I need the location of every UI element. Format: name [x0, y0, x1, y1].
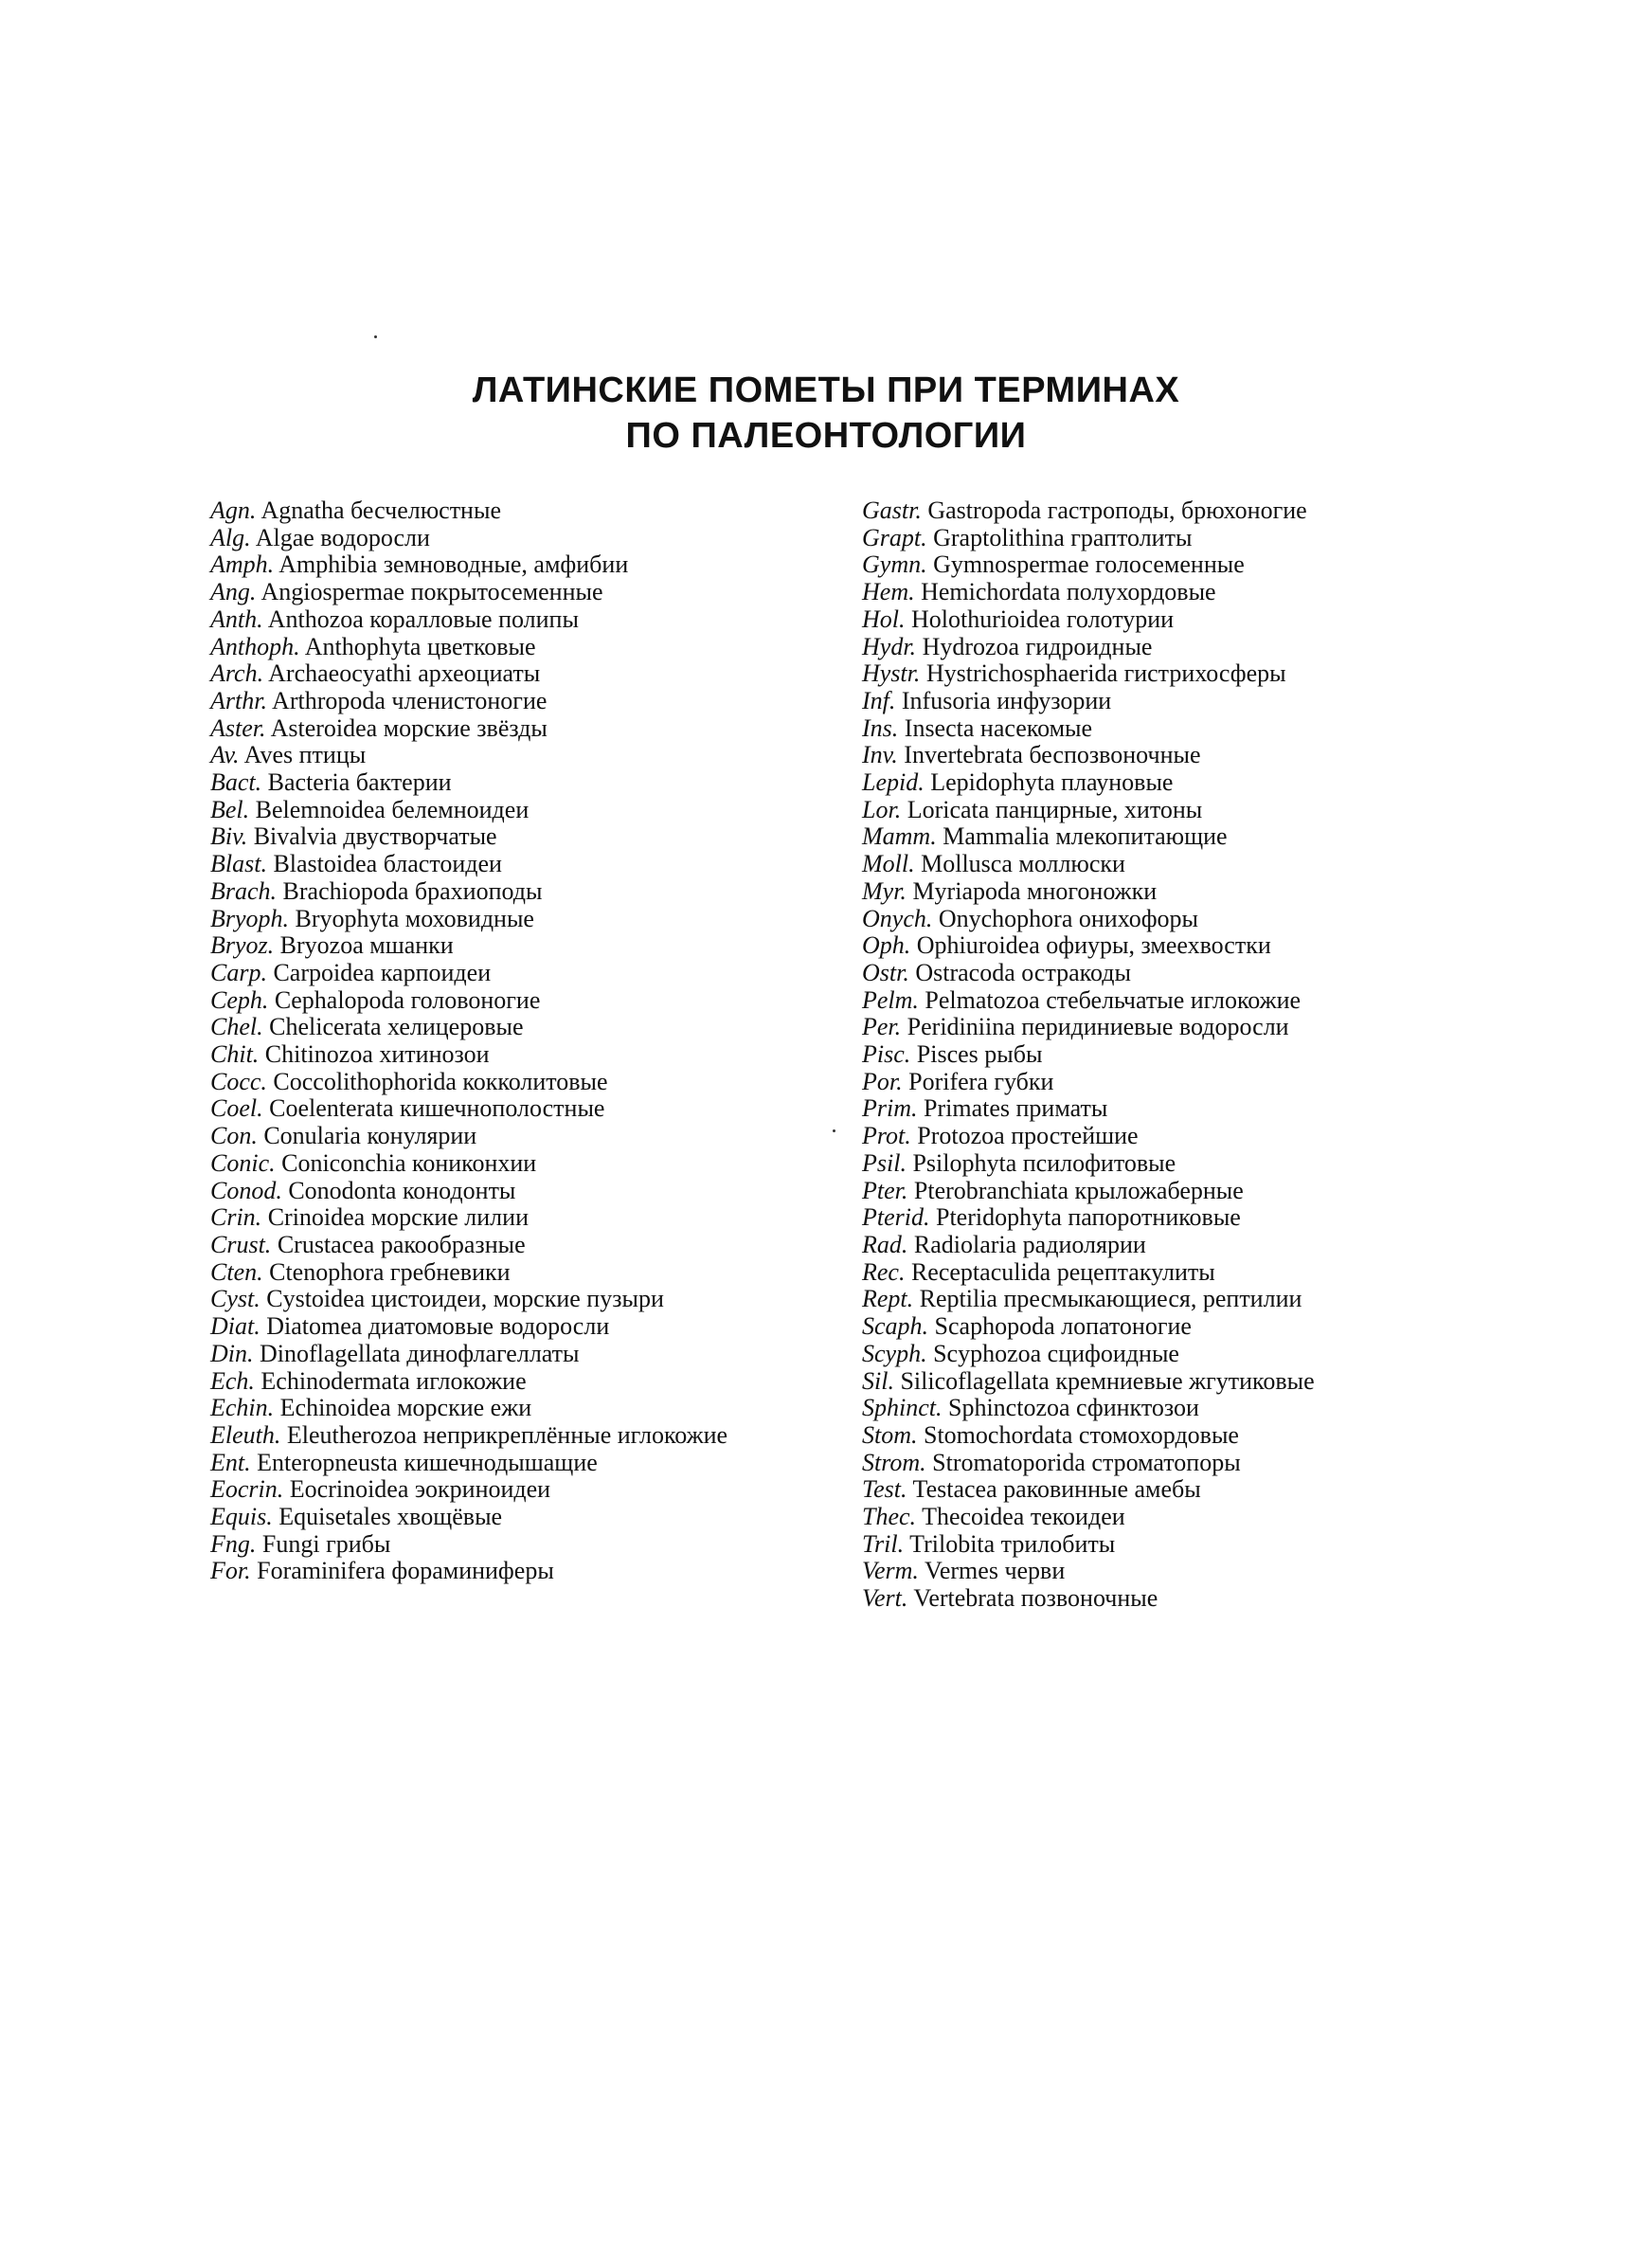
list-item — [862, 1341, 1468, 1368]
abbreviation: Fng. — [210, 1529, 257, 1558]
term-definition: Lepidophyta плауновые — [930, 768, 1174, 797]
abbreviation: Coel. — [210, 1094, 263, 1123]
term-definition: Foraminifera фораминиферы — [257, 1557, 554, 1585]
term-definition: Holothurioidea голотурии — [911, 605, 1175, 633]
abbreviation: Verm. — [862, 1557, 919, 1585]
abbreviation: Pter. — [862, 1176, 908, 1204]
term-definition: Conodonta конодонты — [288, 1176, 516, 1204]
abbreviation: Sil. — [862, 1366, 894, 1395]
term-definition: Conularia конулярии — [263, 1122, 477, 1150]
abbreviation: Scyph. — [862, 1339, 927, 1367]
list-item — [210, 1313, 826, 1341]
list-item — [862, 1368, 1468, 1396]
list-item — [862, 1558, 1468, 1585]
abbreviation: Ang. — [210, 578, 257, 606]
list-item — [210, 1450, 826, 1477]
term-definition: Coelenterata кишечнополостные — [269, 1094, 605, 1123]
list-item — [862, 878, 1468, 906]
list-item — [210, 1422, 826, 1450]
term-definition: Hystrichosphaerida гистрихосферы — [925, 659, 1286, 688]
abbreviation: Cocc. — [210, 1067, 267, 1095]
abbreviation: Strom. — [862, 1448, 926, 1476]
page-title-line-2: ПО ПАЛЕОНТОЛОГИИ — [625, 416, 1027, 456]
list-item — [210, 987, 826, 1015]
list-item — [210, 579, 826, 606]
term-definition: Protozoa простейшие — [917, 1122, 1139, 1150]
list-item — [862, 715, 1468, 743]
abbreviation: Av. — [210, 741, 240, 769]
abbreviation: Mamm. — [862, 822, 937, 851]
abbreviation: Rec. — [862, 1257, 906, 1286]
term-definition: Psilophyta псилофитовые — [912, 1148, 1176, 1177]
term-definition: Stomochordata стомохордовые — [924, 1420, 1239, 1449]
term-definition: Primates приматы — [924, 1094, 1108, 1123]
list-item — [862, 551, 1468, 579]
abbreviation: Inv. — [862, 741, 898, 769]
term-definition: Stromatoporida строматопоры — [932, 1448, 1241, 1476]
list-item — [862, 688, 1468, 715]
abbreviation: For. — [210, 1557, 251, 1585]
term-definition: Radiolaria радиолярии — [913, 1230, 1146, 1258]
list-item — [862, 823, 1468, 851]
list-item — [862, 634, 1468, 661]
list-item — [862, 579, 1468, 606]
term-definition: Reptilia пресмыкающиеся, рептилии — [919, 1285, 1302, 1313]
list-item — [862, 1069, 1468, 1096]
abbreviation: Lepid. — [862, 768, 925, 797]
term-definition: Peridiniina перидиниевые водоросли — [907, 1013, 1289, 1041]
term-definition: Infusoria инфузории — [901, 686, 1112, 714]
term-definition: Algae водоросли — [255, 523, 430, 551]
list-item — [210, 606, 826, 634]
term-definition: Onychophora онихофоры — [938, 904, 1199, 932]
abbreviation: Equis. — [210, 1503, 273, 1531]
term-definition: Echinoidea морские ежи — [279, 1394, 532, 1422]
right-column — [862, 497, 1468, 1613]
list-item — [862, 797, 1468, 824]
abbreviation: Rad. — [862, 1230, 908, 1258]
list-item — [862, 1531, 1468, 1559]
abbreviation: Bryoph. — [210, 904, 290, 932]
list-item — [862, 1313, 1468, 1341]
abbreviation: Hystr. — [862, 659, 921, 688]
term-definition: Scyphozoa сцифоидные — [933, 1339, 1179, 1367]
list-item — [210, 1558, 826, 1585]
list-item — [862, 1178, 1468, 1205]
term-definition: Hydrozoa гидроидные — [922, 632, 1153, 660]
term-definition: Anthozoa коралловые полипы — [267, 605, 579, 633]
abbreviation: Scaph. — [862, 1312, 929, 1341]
list-item — [210, 797, 826, 824]
term-definition: Coccolithophorida кокколитовые — [273, 1067, 608, 1095]
list-item — [862, 660, 1468, 688]
abbreviation: Anth. — [210, 605, 263, 633]
list-item — [210, 1531, 826, 1559]
list-item — [862, 851, 1468, 878]
page-title — [0, 368, 1652, 459]
term-definition: Ctenophora гребневики — [269, 1257, 511, 1286]
abbreviation: Bryoz. — [210, 931, 275, 960]
abbreviation: Lor. — [862, 795, 902, 823]
list-item — [210, 960, 826, 987]
abbreviation: Din. — [210, 1339, 254, 1367]
abbreviation: Crin. — [210, 1203, 262, 1232]
abbreviation: Hol. — [862, 605, 906, 633]
abbreviation: Thec. — [862, 1503, 917, 1531]
list-item — [210, 1123, 826, 1150]
list-item — [210, 1259, 826, 1287]
abbreviation: Agn. — [210, 497, 257, 524]
list-item — [210, 1041, 826, 1069]
abbreviation: Bel. — [210, 795, 250, 823]
abbreviation: Brach. — [210, 876, 278, 905]
term-definition: Brachiopoda брахиоподы — [282, 876, 543, 905]
abbreviation: Echin. — [210, 1394, 275, 1422]
term-definition: Scaphopoda лопатоногие — [934, 1312, 1192, 1341]
term-definition: Bacteria бактерии — [267, 768, 452, 797]
abbreviation: Psil. — [862, 1148, 907, 1177]
abbreviation: Ceph. — [210, 985, 269, 1014]
abbreviation: Ech. — [210, 1366, 255, 1395]
term-definition: Pterobranchiata крыложаберные — [913, 1176, 1244, 1204]
abbreviation: Por. — [862, 1067, 903, 1095]
term-definition: Crinoidea морские лилии — [267, 1203, 529, 1232]
list-item — [862, 906, 1468, 933]
list-item — [210, 742, 826, 769]
abbreviation: Chel. — [210, 1013, 263, 1041]
abbreviation: Ins. — [862, 713, 899, 742]
list-item — [210, 551, 826, 579]
abbreviation: Prim. — [862, 1094, 918, 1123]
abbreviation: Conod. — [210, 1176, 282, 1204]
list-item — [862, 1150, 1468, 1178]
abbreviation: Conic. — [210, 1148, 276, 1177]
abbreviation: Bact. — [210, 768, 262, 797]
list-item — [862, 1585, 1468, 1613]
term-definition: Ostracoda остракоды — [915, 958, 1131, 986]
term-definition: Equisetales хвощёвые — [278, 1503, 503, 1531]
abbreviation: Pterid. — [862, 1203, 930, 1232]
list-item — [862, 960, 1468, 987]
term-definition: Graptolithina граптолиты — [933, 523, 1193, 551]
list-item — [210, 1476, 826, 1504]
list-item — [210, 1150, 826, 1178]
list-item — [862, 1041, 1468, 1069]
term-definition: Loricata панцирные, хитоны — [907, 795, 1203, 823]
term-definition: Bivalvia двустворчатые — [253, 822, 497, 851]
list-item — [862, 1232, 1468, 1259]
list-item — [210, 660, 826, 688]
list-item — [210, 823, 826, 851]
abbreviation: Per. — [862, 1013, 902, 1041]
list-item — [862, 1095, 1468, 1123]
list-item — [210, 1395, 826, 1422]
term-definition: Echinodermata иглокожие — [260, 1366, 527, 1395]
page-title-line-1: ЛАТИНСКИЕ ПОМЕТЫ ПРИ ТЕРМИНАХ — [472, 370, 1180, 410]
term-definition: Cephalopoda головоногие — [274, 985, 541, 1014]
term-definition: Chitinozoa хитинозои — [264, 1040, 490, 1069]
abbreviation: Pelm. — [862, 985, 919, 1014]
term-definition: Gastropoda гастроподы, брюхоногие — [927, 497, 1307, 524]
term-definition: Fungi грибы — [261, 1529, 391, 1558]
abbreviation: Anthoph. — [210, 632, 300, 660]
list-item — [862, 932, 1468, 960]
term-definition: Chelicerata хелицеровые — [269, 1013, 524, 1041]
list-item — [210, 769, 826, 797]
term-definition: Belemnoidea белемноидеи — [255, 795, 530, 823]
abbreviation: Grapt. — [862, 523, 927, 551]
term-definition: Archaeocyathi археоциаты — [268, 659, 541, 688]
abbreviation: Biv. — [210, 822, 248, 851]
list-item — [862, 497, 1468, 525]
abbreviation: Test. — [862, 1475, 907, 1504]
abbreviation: Gastr. — [862, 497, 922, 524]
list-item — [210, 688, 826, 715]
abbreviation: Moll. — [862, 850, 915, 878]
list-item — [862, 1204, 1468, 1232]
term-definition: Carpoidea карпоидеи — [273, 958, 492, 986]
abbreviation: Hydr. — [862, 632, 917, 660]
abbreviation: Con. — [210, 1122, 258, 1150]
list-item — [210, 878, 826, 906]
list-item — [210, 851, 826, 878]
term-definition: Anthophyta цветковые — [304, 632, 536, 660]
abbreviation: Alg. — [210, 523, 251, 551]
term-definition: Vertebrata позвоночные — [913, 1584, 1158, 1613]
list-item — [862, 742, 1468, 769]
abbreviation: Crust. — [210, 1230, 272, 1258]
term-definition: Mammalia млекопитающие — [943, 822, 1228, 851]
abbreviation: Sphinct. — [862, 1394, 943, 1422]
abbreviation: Prot. — [862, 1122, 911, 1150]
list-item — [210, 497, 826, 525]
list-item — [862, 1123, 1468, 1150]
list-item — [862, 1476, 1468, 1504]
list-item — [210, 715, 826, 743]
term-definition: Pisces рыбы — [916, 1040, 1043, 1069]
list-item — [210, 906, 826, 933]
abbreviation: Myr. — [862, 876, 907, 905]
term-definition: Pteridophyta папоротниковые — [936, 1203, 1241, 1232]
abbreviation: Cten. — [210, 1257, 263, 1286]
abbreviation: Oph. — [862, 931, 911, 960]
abbreviation: Ostr. — [862, 958, 909, 986]
abbreviation: Eocrin. — [210, 1475, 284, 1504]
term-definition: Trilobita трилобиты — [909, 1529, 1116, 1558]
abbreviation: Amph. — [210, 551, 275, 579]
term-definition: Aves птицы — [243, 741, 367, 769]
abbreviation: Cyst. — [210, 1285, 260, 1313]
list-item — [862, 1259, 1468, 1287]
term-definition: Eocrinoidea эокриноидеи — [289, 1475, 551, 1504]
abbreviation: Arthr. — [210, 686, 267, 714]
abbreviation: Rept. — [862, 1285, 914, 1313]
list-item — [210, 1341, 826, 1368]
term-definition: Myriapoda многоножки — [912, 876, 1158, 905]
list-item — [862, 769, 1468, 797]
abbreviation: Arch. — [210, 659, 264, 688]
list-item — [210, 1014, 826, 1041]
list-item — [862, 1014, 1468, 1041]
list-item — [210, 1204, 826, 1232]
list-item — [210, 1504, 826, 1531]
list-item — [210, 1095, 826, 1123]
term-definition: Thecoidea текоидеи — [922, 1503, 1125, 1531]
abbreviation: Hem. — [862, 578, 915, 606]
abbreviation: Blast. — [210, 850, 267, 878]
term-definition: Pelmatozoa стебельчатые иглокожие — [925, 985, 1302, 1014]
term-definition: Hemichordata полухордовые — [921, 578, 1216, 606]
term-definition: Porifera губки — [908, 1067, 1054, 1095]
list-item — [210, 1232, 826, 1259]
list-item — [210, 1069, 826, 1096]
list-item — [862, 1422, 1468, 1450]
list-item — [210, 634, 826, 661]
term-definition: Ophiuroidea офиуры, змеехвостки — [916, 931, 1271, 960]
term-definition: Sphinctozoa сфинктозои — [948, 1394, 1199, 1422]
print-speck — [833, 1129, 835, 1132]
abbreviation: Onych. — [862, 904, 933, 932]
term-definition: Angiospermae покрытосеменные — [260, 578, 603, 606]
list-item — [862, 1395, 1468, 1422]
list-item — [862, 1504, 1468, 1531]
term-definition: Cystoidea цистоидеи, морские пузыри — [266, 1285, 664, 1313]
term-definition: Asteroidea морские звёзды — [270, 713, 548, 742]
abbreviation: Gymn. — [862, 551, 927, 579]
term-definition: Insecta насекомые — [904, 713, 1093, 742]
list-item — [862, 1450, 1468, 1477]
abbreviation: Chit. — [210, 1040, 260, 1069]
term-definition: Blastoidea бластоидеи — [273, 850, 502, 878]
abbreviation: Stom. — [862, 1420, 918, 1449]
term-definition: Gymnospermae голосеменные — [933, 551, 1245, 579]
term-definition: Dinoflagellata динофлагеллаты — [260, 1339, 580, 1367]
term-definition: Crustacea ракообразные — [277, 1230, 526, 1258]
list-item — [210, 1368, 826, 1396]
abbreviation: Diat. — [210, 1312, 260, 1341]
term-definition: Eleutherozoa неприкреплённые иглокожие — [286, 1420, 728, 1449]
term-definition: Amphibia земноводные, амфибии — [278, 551, 629, 579]
abbreviation: Aster. — [210, 713, 266, 742]
list-item — [210, 525, 826, 552]
list-item — [862, 525, 1468, 552]
term-definition: Diatomea диатомовые водоросли — [266, 1312, 610, 1341]
list-item — [862, 987, 1468, 1015]
term-definition: Bryophyta моховидные — [295, 904, 534, 932]
abbreviation: Vert. — [862, 1584, 908, 1613]
left-column — [210, 497, 826, 1585]
term-definition: Agnatha бесчелюстные — [260, 497, 501, 524]
term-definition: Enteropneusta кишечнодышащие — [257, 1448, 598, 1476]
term-definition: Testacea раковинные амебы — [912, 1475, 1201, 1504]
list-item — [210, 932, 826, 960]
list-item — [210, 1178, 826, 1205]
term-definition: Bryozoa мшанки — [279, 931, 454, 960]
abbreviation: Tril. — [862, 1529, 905, 1558]
term-definition: Arthropoda членистоногие — [272, 686, 548, 714]
term-definition: Vermes черви — [924, 1557, 1066, 1585]
term-definition: Receptaculida рецептакулиты — [910, 1257, 1215, 1286]
abbreviation: Eleuth. — [210, 1420, 281, 1449]
term-definition: Silicoflagellata кремниевые жгутиковые — [900, 1366, 1315, 1395]
term-definition: Coniconchia кониконхии — [281, 1148, 537, 1177]
abbreviation: Pisc. — [862, 1040, 911, 1069]
abbreviation: Inf. — [862, 686, 896, 714]
abbreviation: Carp. — [210, 958, 267, 986]
term-definition: Invertebrata беспозвоночные — [904, 741, 1201, 769]
list-item — [862, 606, 1468, 634]
list-item — [862, 1286, 1468, 1313]
term-definition: Mollusca моллюски — [921, 850, 1125, 878]
list-item — [210, 1286, 826, 1313]
print-speck — [374, 335, 377, 338]
abbreviation: Ent. — [210, 1448, 251, 1476]
